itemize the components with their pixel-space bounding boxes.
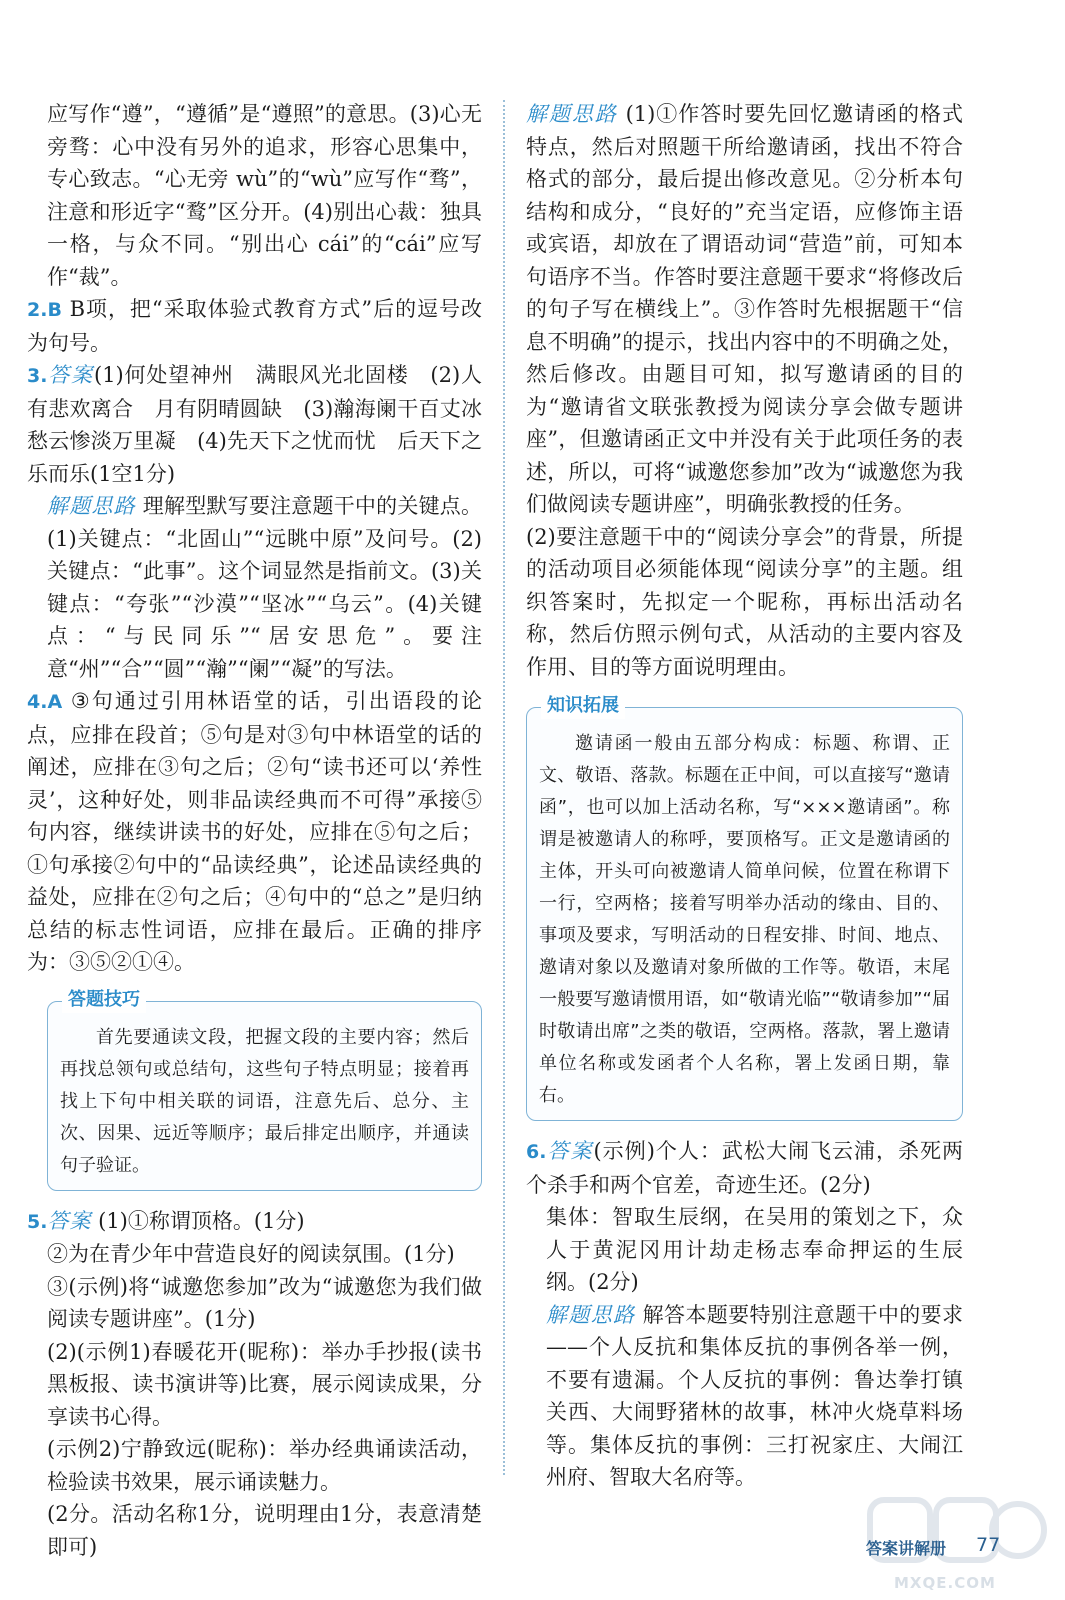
q3-analysis-text: 理解型默写要注意题干中的关键点。(1)关键点：“北固山”“远眺中原”及问号。(2)关键点：“此事”。这个词显然是指前文。(3)关键点：“夸张”“沙漠”“坚冰”“乌云”。(4)关键点：“与民同乐”“居安思危”。要注意“州”“合”“圆”“瀚”“阑”“凝”的写法。: [47, 494, 482, 681]
analysis-tag: 解题思路: [47, 494, 136, 518]
q6-answer-text: (示例)个人：武松大闹飞云浦，杀死两个杀手和两个官差，奇迹生还。(2分): [526, 1139, 964, 1197]
q6-answer-part2: 集体：智取生辰纲，在吴用的策划之下，众人于黄泥冈用计劫走杨志奉命押运的生辰纲。(2分): [546, 1205, 963, 1294]
page-footer: [866, 1532, 1001, 1562]
question-2: [27, 293, 482, 359]
question-5-analysis: [526, 98, 963, 521]
answer-tag: 答案: [47, 363, 94, 387]
q4-text: ③句通过引用林语堂的话，引出语段的论点，应排在段首；⑤句是对③句中林语堂的话的阐述，应排在③句之后；②句“读书还可以‘养性灵’，这种好处，则非品读经典而不可得”承接⑤句内容，继续讲读书的好处，应排在⑤句之后；①句承接②句中的“品读经典”，论述品读经典的益处，应排在②句之后；④句中的“总之”是归纳总结的标志性词语，应排在最后。正确的排序为：③⑤②①④。: [27, 689, 482, 974]
question-6-analysis: [526, 1299, 963, 1494]
q5-line-3: ③(示例)将“诚邀您参加”改为“诚邀您为我们做阅读专题讲座”。(1分): [47, 1274, 482, 1331]
question-3-answer: [27, 359, 503, 490]
answer-tips-body: 首先要通读文段，把握文段的主要内容；然后再找总领句或总结句，这些句子特点明显；接着再找上下句中相关联的词语，注意先后、总分、主次、因果、远近等顺序；最后排定出顺序，并通读句子验证。: [60, 1026, 469, 1176]
q5-line-1: (1)①称谓顶格。(1分): [91, 1208, 305, 1233]
q5-line-2: ②为在青少年中营造良好的阅读氛围。(1分): [47, 1242, 455, 1266]
question-number: 3.: [27, 365, 48, 387]
knowledge-box: [526, 695, 963, 1121]
right-column: [526, 98, 963, 1494]
page-number: 77: [976, 1534, 1001, 1556]
knowledge-body: 邀请函一般由五部分构成：标题、称谓、正文、敬语、落款。标题在正中间，可以直接写“邀请函”，也可以加上活动名称，写“×××邀请函”。称谓是被邀请人的称呼，要顶格写。正文是邀请函的主体，开头可向被邀请人简单问候，位置在称谓下一行，空两格；接着写明举办活动的缘由、目的、事项及要求，写明活动的日程安排、时间、地点、邀请对象以及邀请对象所做的工作等。敬语，末尾一般要写邀请惯用语，如“敬请光临”“敬请参加”“届时敬请出席”之类的敬语，空两格。落款，署上邀请单位名称或发函者个人名称，署上发函日期，靠右。: [539, 733, 950, 1106]
q2-text: B项，把“采取体验式教育方式”后的逗号改为句号。: [27, 297, 482, 355]
question-6-answer: [526, 1135, 963, 1201]
question-number: 4.A: [27, 691, 63, 713]
question-number: 5.: [27, 1210, 48, 1233]
analysis-tag: 解题思路: [546, 1302, 636, 1327]
q5-line-6: (2分。活动名称1分，说明理由1分，表意清楚即可): [47, 1502, 482, 1559]
left-column: [27, 98, 503, 1563]
question-3-analysis: [27, 490, 482, 685]
watermark-site: MXQE.COM: [894, 1574, 996, 1592]
analysis-tag: 解题思路: [526, 102, 618, 126]
question-number: 6.: [526, 1141, 547, 1163]
answer-tag: 答案: [47, 1208, 92, 1233]
answer-tips-title: 答题技巧: [62, 987, 146, 1013]
q5-analysis-text: (1)①作答时要先回忆邀请函的格式特点，然后对照题干所给邀请函，找出不符合格式的部分，最后提出修改意见。②分析本句结构和成分，“良好的”充当定语，应修饰主语或宾语，却放在了谓语动词“营造”前，可知本句语序不当。作答时要注意题干要求“将修改后的句子写在横线上”。③作答时先根据题干“信息不明确”的提示，找出内容中的不明确之处，然后修改。由题目可知，拟写邀请函的目的为“邀请省文联张教授为阅读分享会做专题讲座”，但邀请函正文中并没有关于此项任务的表述，所以，可将“诚邀您参加”改为“诚邀您为我们做阅读专题讲座”，明确张教授的任务。: [526, 102, 964, 516]
q3-answer-text: (1)何处望神州 满眼风光北固楼 (2)人有悲欢离合 月有阴晴圆缺 (3)瀚海阑干百丈冰 愁云惨淡万里凝 (4)先天下之忧而忧 后天下之乐而乐(1空1分): [27, 363, 503, 486]
q5-line-4: (2)(示例1)春暖花开(昵称)：举办手抄报(读书黑板报、读书演讲等)比赛，展示阅读成果，分享读书心得。: [47, 1339, 482, 1429]
question-number: 2.B: [27, 299, 62, 321]
footer-label: 答案讲解册: [866, 1539, 947, 1558]
question-5-answer: [27, 1205, 482, 1239]
question-5-analysis-part2: (2)要注意题干中的“阅读分享会”的背景，所提的活动项目必须能体现“阅读分享”的主题。组织答案时，先拟定一个昵称，再标出活动名称，然后仿照示例句式，从活动的主要内容及作用、目的等方面说明理由。: [526, 524, 963, 679]
q6-analysis-text: 解答本题要特别注意题干中的要求——个人反抗和集体反抗的事例各举一例，不要有遗漏。个人反抗的事例：鲁达拳打镇关西、大闹野猪林的故事，林冲火烧草料场等。集体反抗的事例：三打祝家庄、大闹江州府、智取大名府等。: [546, 1302, 963, 1489]
q5-line-5: (示例2)宁静致远(昵称)：举办经典诵读活动，检验读书效果，展示诵读魅力。: [47, 1437, 482, 1494]
knowledge-title: 知识拓展: [541, 693, 625, 719]
q1-continuation: 应写作“遵”，“遵循”是“遵照”的意思。(3)心无旁骛：心中没有另外的追求，形容心思集中，专心致志。“心无旁 wù”的“wù”应写作“骛”，注意和形近字“鹜”区分开。(4)别出心裁：独具一格，与众不同。“别出心 cái”的“cái”应写作“裁”。: [47, 102, 482, 289]
answer-tips-box: [47, 988, 482, 1191]
answer-tag: 答案: [546, 1139, 594, 1163]
question-4: [27, 685, 482, 979]
column-divider: [503, 100, 505, 1475]
